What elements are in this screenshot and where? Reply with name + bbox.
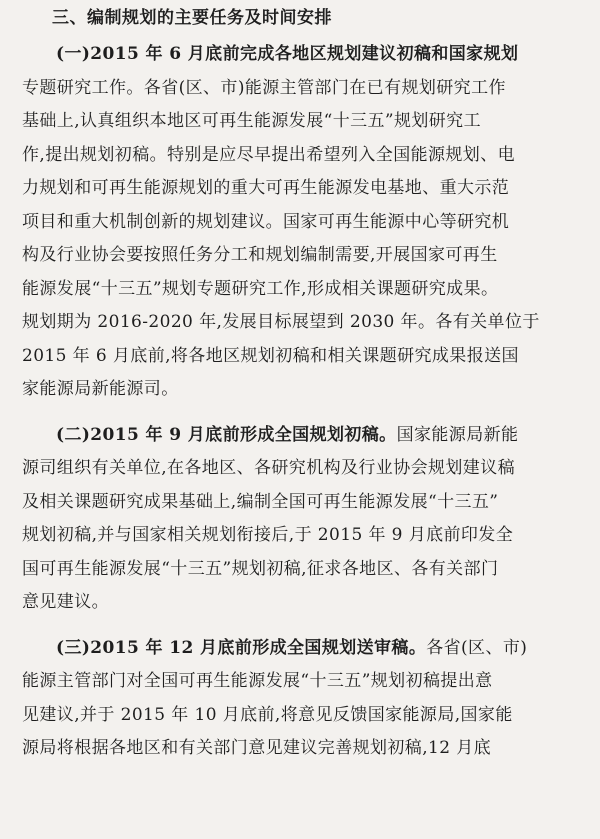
paragraph-2-first-line (22, 419, 582, 453)
paragraph-line: 及相关课题研究成果基础上,编制全国可再生能源发展“十三五” (22, 491, 499, 512)
paragraph-2-lead-rest: 国家能源局新能 (396, 424, 519, 445)
paragraph-2-lead: (二)2015 年 9 月底前形成全国规划初稿。 (56, 424, 397, 445)
paragraph-line: 源局将根据各地区和有关部门意见建议完善规划初稿,12 月底 (22, 738, 492, 758)
paragraph-1 (22, 38, 582, 407)
paragraph-1-first-line (22, 38, 582, 72)
paragraph-line: 2015 年 6 月底前,将各地区规划初稿和相关课题研究成果报送国 (22, 345, 519, 366)
paragraph-line: 家能源局新能源司。 (22, 379, 179, 399)
paragraph-line: 项目和重大机制创新的规划建议。国家可再生能源中心等研究机 (22, 211, 510, 232)
paragraph-line: 力规划和可再生能源规划的重大可再生能源发电基地、重大示范 (22, 178, 510, 198)
paragraph-3-first-line (22, 632, 582, 666)
paragraph-line: 构及行业协会要按照任务分工和规划编制需要,开展国家可再生 (22, 245, 498, 265)
paragraph-1-lead: (一)2015 年 6 月底前完成各地区规划建议初稿和国家规划 (56, 44, 519, 64)
paragraph-line: 基础上,认真组织本地区可再生能源发展“十三五”规划研究工 (22, 111, 481, 131)
paragraph-line: 作,提出规划初稿。特别是应尽早提出希望列入全国能源规划、电 (22, 144, 516, 165)
paragraph-3-lead: (三)2015 年 12 月底前形成全国规划送审稿。 (56, 637, 427, 658)
paragraph-2 (22, 419, 582, 620)
paragraph-line: 规划期为 2016-2020 年,发展目标展望到 2030 年。各有关单位于 (22, 312, 540, 332)
paragraph-line: 能源发展“十三五”规划专题研究工作,形成相关课题研究成果。 (22, 278, 499, 299)
paragraph-3 (22, 632, 582, 766)
paragraph-line: 国可再生能源发展“十三五”规划初稿,征求各地区、各有关部门 (22, 558, 499, 579)
paragraph-line: 能源主管部门对全国可再生能源发展“十三五”规划初稿提出意 (22, 671, 493, 691)
paragraph-line: 专题研究工作。各省(区、市)能源主管部门在已有规划研究工作 (22, 77, 506, 98)
paragraph-line: 源司组织有关单位,在各地区、各研究机构及行业协会规划建议稿 (22, 458, 516, 478)
paragraph-3-lead-rest: 各省(区、市) (426, 637, 528, 658)
paragraph-line: 见建议,并于 2015 年 10 月底前,将意见反馈国家能源局,国家能 (22, 704, 513, 725)
paragraph-line: 规划初稿,并与国家相关规划衔接后,于 2015 年 9 月底前印发全 (22, 525, 514, 545)
section-heading: 三、编制规划的主要任务及时间安排 (52, 8, 332, 28)
paragraph-line: 意见建议。 (22, 592, 109, 612)
